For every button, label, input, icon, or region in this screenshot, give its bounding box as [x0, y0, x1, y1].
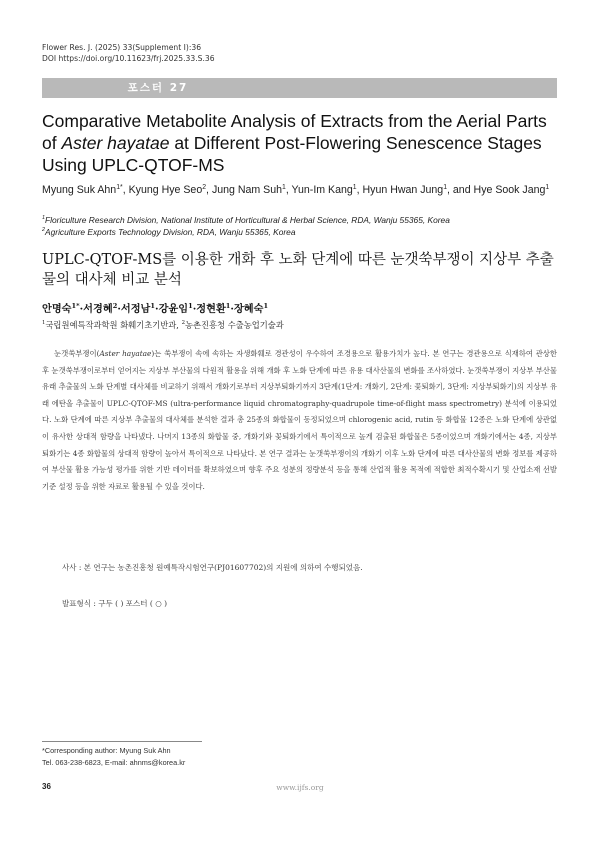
author-name-korean: 강윤임	[158, 303, 189, 315]
author-name-korean: 장혜숙	[233, 303, 264, 315]
author-dot: ·	[230, 303, 234, 315]
author-separator: ,	[206, 184, 212, 196]
author-affiliation-mark: 1*	[116, 184, 123, 191]
affiliation-text-korean: 농촌진흥청 수출농업기술과	[185, 320, 284, 330]
footnote-divider	[42, 741, 202, 742]
affiliations-english	[42, 215, 562, 238]
author-name: Myung Suk Ahn	[42, 184, 117, 196]
author-affiliation-mark: 1*	[71, 302, 80, 310]
presentation-type: 발표형식 : 구두 ( ) 포스터 ( ○ )	[62, 599, 168, 608]
korean-title: UPLC-QTOF-MS를 이용한 개화 후 노화 단계에 따른 눈갯쑥부쟁이 지상부 추출물의 대사체 비교 분석	[42, 252, 554, 288]
author-name: Hye Sook Jang	[473, 184, 546, 196]
author-dot: ·	[117, 303, 121, 315]
affiliation-text: Floriculture Research Division, National Institute of Horticultural & Herbal Science, RDA, Wanju 55365, Korea	[45, 215, 450, 225]
species-name: Aster hayatae	[99, 349, 152, 358]
affiliation-line	[42, 227, 562, 239]
affiliation-text: Agriculture Exports Technology Division, RDA, Wanju 55365, Korea	[45, 226, 296, 237]
affiliation-mark: 1	[42, 215, 46, 221]
author-name: Jung Nam Suh	[211, 184, 283, 196]
affiliation-line	[42, 215, 562, 227]
author-list-english	[42, 182, 562, 199]
author-separator: , and	[447, 184, 474, 196]
author-name: Hyun Hwan Jung	[362, 184, 444, 196]
author-affiliation-mark: 1	[263, 302, 269, 310]
author-name-korean: 안명숙	[42, 303, 72, 315]
doi-line: DOI https://doi.org/10.11623/frj.2025.33.S.36	[42, 54, 215, 63]
author-name-korean: 서경혜	[83, 303, 113, 315]
journal-header	[42, 42, 215, 64]
author-affiliation-mark: 1	[225, 302, 231, 310]
author-affiliation-mark: 1	[188, 302, 193, 310]
author-name-korean: 정현환	[196, 303, 226, 315]
author-affiliation-mark: 1	[352, 184, 357, 191]
author-affiliation-mark: 2	[202, 184, 207, 191]
author-name: Yun-Im Kang	[291, 184, 353, 196]
author-dot: ·	[192, 303, 197, 315]
author-dot: ·	[155, 303, 159, 315]
title-part-1: Comparative Metabolite Analysis of Extracts from the Aerial Parts of	[42, 111, 547, 153]
author-affiliation-mark: 1	[282, 184, 286, 191]
author-separator: ,	[122, 184, 129, 196]
author-affiliation-mark: 1	[545, 184, 550, 191]
author-affiliation-mark: 1	[150, 302, 156, 310]
author-separator: ,	[356, 184, 363, 196]
author-affiliation-mark: 1	[443, 184, 448, 191]
author-name-korean: 서정남	[120, 303, 151, 315]
title-part-2: at Different Post-Flowering Senescence Stages Using UPLC-QTOF-MS	[42, 133, 542, 175]
page-number: 36	[42, 782, 51, 791]
author-name: Kyung Hye Seo	[128, 184, 203, 196]
affiliation-mark: 2	[181, 320, 185, 326]
affiliations-korean	[42, 319, 562, 331]
affiliation-mark: 1	[42, 320, 46, 326]
journal-citation: Flower Res. J. (2025) 33(Supplement I):36	[42, 43, 202, 52]
section-banner	[42, 78, 557, 98]
author-list-korean	[42, 302, 562, 317]
corresponding-author: *Corresponding author: Myung Suk Ahn	[42, 746, 171, 755]
contact-info: Tel. 063-238-6823, E-mail: ahnms@korea.kr	[42, 757, 186, 767]
author-dot: ·	[79, 303, 84, 315]
author-separator: ,	[285, 184, 292, 196]
author-affiliation-mark: 2	[112, 302, 118, 310]
title-species: Aster hayatae	[61, 133, 170, 153]
affiliation-mark: 2	[42, 226, 46, 233]
abstract-text: 눈갯쑥부쟁이(Aster hayatae)는 쑥부쟁이 속에 속하는 자생화훼로 경관성이 우수하여 조경용으로 활용가치가 높다. 본 연구는 경관용으로 식재하여 관상한 후 눈갯쑥부쟁이로부터 얻어지는 지상부 부산물의 다원적 활용을 위해 개화 후 노화 단계에 따른 유용 대사산물의 변화를 조사하였다. 눈갯쑥부쟁이 지상부 부산물 유래 추출물의 노화 단계별 대사체를 비교하기 위해서 개화기로부터 지상부퇴화기까지 3단계(1단계: 개화기, 2단계: 꽃퇴화기, 3단계: 지상부퇴화기)의 지상부 유래 에탄올 추출물이 UPLC-QTOF-MS (ultra-performance liquid chromatography-quadrupole time-of-flight mass spectrometry) 분석에 이용되었다. 노화 단계에 따른 지상부 추출물의 대사체를 분석한 결과 총 25종의 화합물이 동정되었으며 chlorogenic acid, rutin 등 화합물 12종은 노화 단계에 상관없이 유사한 상대적 함량을 나타냈다. 나머지 13종의 화합물 중, 개화기와 꽃퇴화기에서 특이적으로 높게 검출된 화합물은 5종이었으며 개화기에서는 4종, 지상부 퇴화기는 4종 화합물의 상대적 함량이 높아서 특이적으로 나타났다. 본 연구 결과는 눈갯쑥부쟁이의 개화기 이후 노화 단계에 따른 대사산물의 변화 정보를 제공하여 부산물 활용 가능성 평가를 위한 기반 데이터를 확보하였으며 향후 주요 성분의 정량분석 등을 통해 산업적 활용 목적에 적합한 최적수확시기 및 산업소재 선발 기준 설정 등을 위한 자료로 활용될 수 있을 것이다.	[42, 349, 557, 491]
website-footer: www.ijfs.org	[276, 783, 324, 792]
abstract	[42, 346, 557, 495]
poster-label: 포스터 27	[98, 78, 218, 98]
english-title	[42, 110, 562, 176]
affiliation-text-korean: 국립원예특작과학원 화훼기초기반과,	[45, 320, 182, 330]
correspondence-note	[42, 745, 185, 768]
acknowledgment: 사사 : 본 연구는 농촌진흥청 원예특작시험연구(PJ01607702)의 지원에 의하여 수행되었음.	[62, 563, 363, 572]
